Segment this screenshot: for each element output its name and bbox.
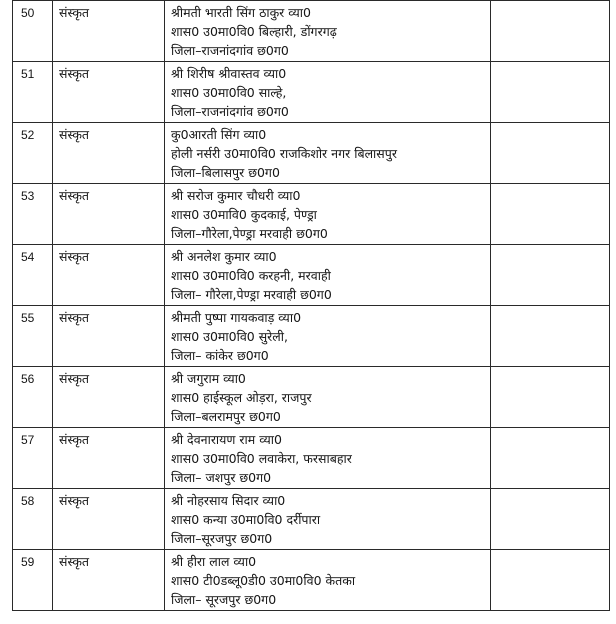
school-name: शास0 उ0मा0वि0 साल्हे, bbox=[171, 85, 287, 100]
district-name: जिला–बलरामपुर छ0ग0 bbox=[171, 409, 281, 424]
district-name: जिला–राजनांदगांव छ0ग0 bbox=[171, 43, 289, 58]
school-name: शास0 उ0मा0वि0 सुरेली, bbox=[171, 329, 288, 344]
subject-cell: संस्कृत bbox=[53, 245, 165, 306]
table-row bbox=[13, 1, 610, 62]
remarks-cell bbox=[491, 1, 610, 62]
remarks-cell bbox=[491, 62, 610, 123]
district-name: जिला–राजनांदगांव छ0ग0 bbox=[171, 104, 289, 119]
subject-cell: संस्कृत bbox=[53, 550, 165, 611]
teacher-name: श्री हीरा लाल व्या0 bbox=[171, 554, 257, 569]
teacher-name: श्री देवनारायण राम व्या0 bbox=[171, 432, 282, 447]
remarks-cell bbox=[491, 489, 610, 550]
remarks-cell bbox=[491, 306, 610, 367]
remarks-cell bbox=[491, 245, 610, 306]
teacher-details-cell bbox=[165, 1, 491, 62]
remarks-cell bbox=[491, 428, 610, 489]
remarks-cell bbox=[491, 367, 610, 428]
teacher-list-table bbox=[12, 0, 610, 611]
serial-number-cell: 53 bbox=[13, 184, 53, 245]
subject-cell: संस्कृत bbox=[53, 489, 165, 550]
teacher-name: कु0आरती सिंग व्या0 bbox=[171, 127, 267, 142]
remarks-cell bbox=[491, 123, 610, 184]
teacher-name: श्री सरोज कुमार चौधरी व्या0 bbox=[171, 188, 301, 203]
teacher-name: श्री जगुराम व्या0 bbox=[171, 371, 246, 386]
table-row bbox=[13, 123, 610, 184]
serial-number-cell: 54 bbox=[13, 245, 53, 306]
teacher-name: श्री नोहरसाय सिदार व्या0 bbox=[171, 493, 286, 508]
table-row bbox=[13, 367, 610, 428]
table-row bbox=[13, 184, 610, 245]
teacher-details-cell bbox=[165, 245, 491, 306]
teacher-name: श्रीमती पुष्पा गायकवाड़ व्या0 bbox=[171, 310, 302, 325]
subject-cell: संस्कृत bbox=[53, 62, 165, 123]
subject-cell: संस्कृत bbox=[53, 306, 165, 367]
school-name: शास0 उ0मावि0 कुदकाई, पेण्ड्रा bbox=[171, 207, 317, 222]
remarks-cell bbox=[491, 184, 610, 245]
table-row bbox=[13, 306, 610, 367]
teacher-details-cell bbox=[165, 306, 491, 367]
table-row bbox=[13, 428, 610, 489]
teacher-name: श्री अनलेश कुमार व्या0 bbox=[171, 249, 277, 264]
school-name: शास0 उ0मा0वि0 करहनी, मरवाही bbox=[171, 268, 331, 283]
school-name: शास0 उ0मा0वि0 लवाकेरा, फरसाबहार bbox=[171, 451, 352, 466]
teacher-details-cell bbox=[165, 184, 491, 245]
table-row bbox=[13, 245, 610, 306]
school-name: शास0 हाईस्कूल ओड़रा, राजपुर bbox=[171, 390, 312, 405]
teacher-details-cell bbox=[165, 62, 491, 123]
teacher-name: श्री शिरीष श्रीवास्तव व्या0 bbox=[171, 66, 287, 81]
serial-number-cell: 52 bbox=[13, 123, 53, 184]
teacher-details-cell bbox=[165, 550, 491, 611]
teacher-details-cell bbox=[165, 489, 491, 550]
teacher-details-cell bbox=[165, 367, 491, 428]
table-row bbox=[13, 489, 610, 550]
table-row bbox=[13, 550, 610, 611]
subject-cell: संस्कृत bbox=[53, 428, 165, 489]
teacher-name: श्रीमती भारती सिंग ठाकुर व्या0 bbox=[171, 5, 311, 20]
teacher-details-cell bbox=[165, 123, 491, 184]
subject-cell: संस्कृत bbox=[53, 1, 165, 62]
district-name: जिला–सूरजपुर छ0ग0 bbox=[171, 531, 273, 546]
school-name: शास0 टी0डब्लू0डी0 उ0मा0वि0 केतका bbox=[171, 573, 356, 588]
remarks-cell bbox=[491, 550, 610, 611]
document-page bbox=[12, 0, 608, 611]
serial-number-cell: 57 bbox=[13, 428, 53, 489]
subject-cell: संस्कृत bbox=[53, 367, 165, 428]
district-name: जिला– जशपुर छ0ग0 bbox=[171, 470, 272, 485]
subject-cell: संस्कृत bbox=[53, 184, 165, 245]
school-name: शास0 उ0मा0वि0 बिल्हारी, डोंगरगढ़ bbox=[171, 24, 337, 39]
table-body bbox=[13, 1, 610, 611]
table-row bbox=[13, 62, 610, 123]
district-name: जिला– सूरजपुर छ0ग0 bbox=[171, 592, 277, 607]
serial-number-cell: 51 bbox=[13, 62, 53, 123]
serial-number-cell: 59 bbox=[13, 550, 53, 611]
serial-number-cell: 50 bbox=[13, 1, 53, 62]
school-name: होली नर्सरी उ0मा0वि0 राजकिशोर नगर बिलासपुर bbox=[171, 146, 397, 161]
serial-number-cell: 55 bbox=[13, 306, 53, 367]
district-name: जिला–गौरेला,पेण्ड्रा मरवाही छ0ग0 bbox=[171, 226, 328, 241]
school-name: शास0 कन्या उ0मा0वि0 दर्रीपारा bbox=[171, 512, 321, 527]
serial-number-cell: 58 bbox=[13, 489, 53, 550]
subject-cell: संस्कृत bbox=[53, 123, 165, 184]
serial-number-cell: 56 bbox=[13, 367, 53, 428]
district-name: जिला– गौरेला,पेण्ड्रा मरवाही छ0ग0 bbox=[171, 287, 332, 302]
district-name: जिला– कांकेर छ0ग0 bbox=[171, 348, 269, 363]
district-name: जिला–बिलासपुर छ0ग0 bbox=[171, 165, 280, 180]
teacher-details-cell bbox=[165, 428, 491, 489]
